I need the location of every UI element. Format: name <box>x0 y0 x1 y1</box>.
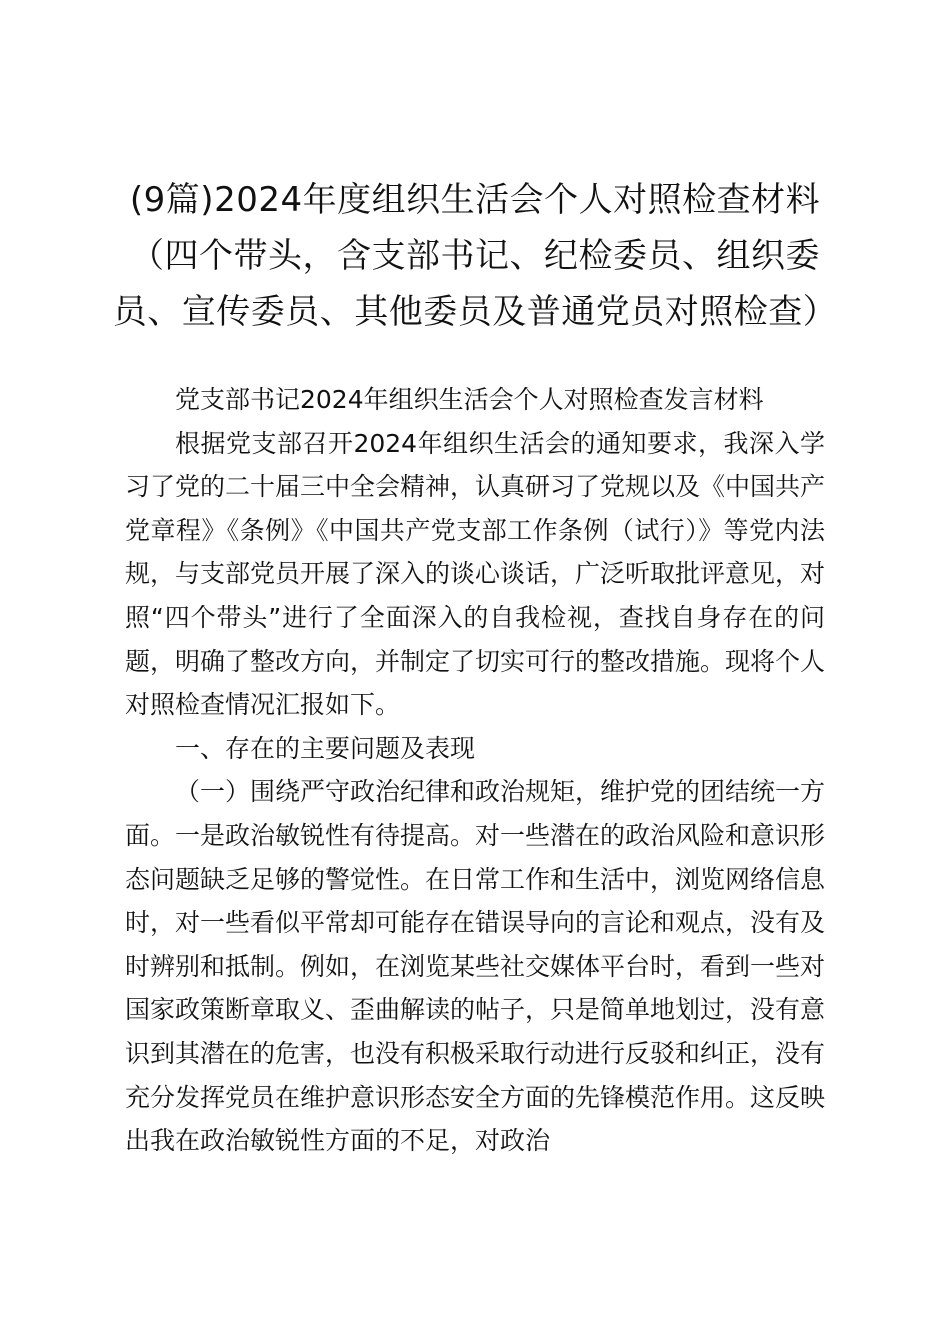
paragraph-section-1: （一）围绕严守政治纪律和政治规矩，维护党的团结统一方面。一是政治敏锐性有待提高。对一些潜在的政治风险和意识形态问题缺乏足够的警觉性。在日常工作和生活中，浏览网络信息时，对一些看似平常却可能存在错误导向的言论和观点，没有及时辨别和抵制。例如，在浏览某些社交媒体平台时，看到一些对国家政策断章取义、歪曲解读的帖子，只是简单地划过，没有意识到其潜在的危害，也没有积极采取行动进行反驳和纠正，没有充分发挥党员在维护意识形态安全方面的先锋模范作用。这反映出我在政治敏锐性方面的不足，对政治 <box>125 777 826 1156</box>
document-title: (9篇)2024年度组织生活会个人对照检查材料（四个带头，含支部书记、纪检委员、组织委员、宣传委员、其他委员及普通党员对照检查） <box>112 180 838 332</box>
section-heading: 一、存在的主要问题及表现 <box>175 733 476 763</box>
paragraph-intro: 根据党支部召开2024年组织生活会的通知要求，我深入学习了党的二十届三中全会精神，认真研习了党规以及《中国共产党章程》《条例》《中国共产党支部工作条例（试行）》等党内法规，与支部党员开展了深入的谈心谈话，广泛听取批评意见，对照“四个带头”进行了全面深入的自我检视，查找自身存在的问题，明确了整改方向，并制定了切实可行的整改措施。现将个人对照检查情况汇报如下。 <box>125 428 826 720</box>
document-body <box>125 378 825 1163</box>
document-subtitle: 党支部书记2024年组织生活会个人对照检查发言材料 <box>175 385 764 414</box>
